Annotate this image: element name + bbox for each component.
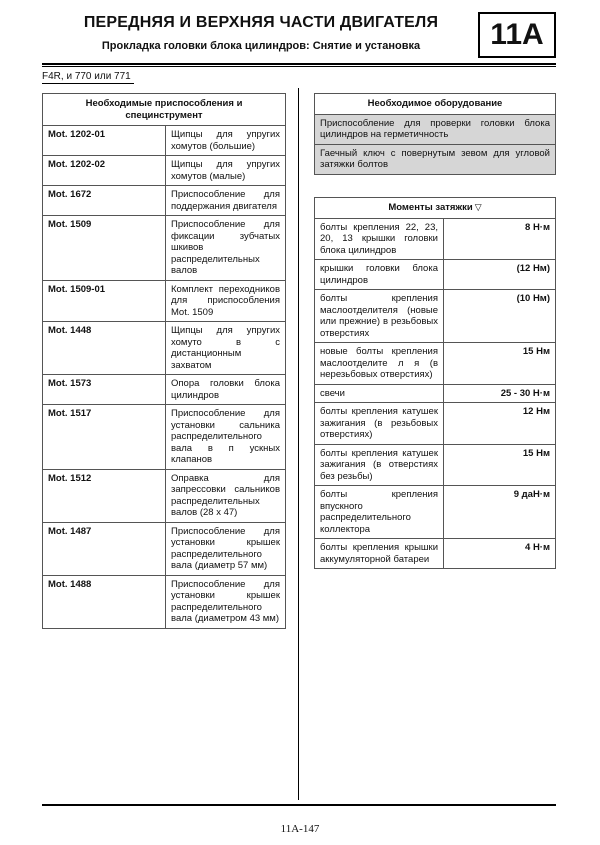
- tool-row: [43, 216, 286, 281]
- torque-value: 25 - 30 Н·м: [444, 384, 556, 403]
- tools-table: [42, 93, 286, 629]
- torque-description: крышки головки блока цилиндров: [315, 260, 444, 290]
- tool-description: Приспособление для установки крышек распределительного вала (диаметром 43 мм): [166, 575, 286, 628]
- equipment-table: [314, 93, 556, 175]
- tool-description: Щипцы для упругих хомутов (малые): [166, 156, 286, 186]
- torque-row: [315, 218, 556, 260]
- column-divider: [298, 88, 299, 800]
- tool-code: Mot. 1672: [43, 186, 166, 216]
- tool-description: Приспособление для поддержания двигателя: [166, 186, 286, 216]
- tool-code: Mot. 1509: [43, 216, 166, 281]
- page-subtitle: Прокладка головки блока цилиндров: Снятие и установка: [101, 40, 421, 52]
- tool-row: [43, 375, 286, 405]
- torque-description: болты крепления катушек зажигания (в отверстиях без резьбы): [315, 444, 444, 486]
- torque-row: [315, 444, 556, 486]
- tool-code: Mot. 1517: [43, 405, 166, 470]
- tool-description: Приспособление для фиксации зубчатых шкивов распределительных валов: [166, 216, 286, 281]
- section-badge: 11A: [478, 12, 556, 58]
- tool-row: [43, 522, 286, 575]
- torque-row: [315, 290, 556, 343]
- tool-row: [43, 186, 286, 216]
- tool-code: Mot. 1509-01: [43, 280, 166, 322]
- torque-description: болты крепления впускного распределительного коллектора: [315, 486, 444, 539]
- torque-value: 15 Нм: [444, 444, 556, 486]
- torque-value: 15 Нм: [444, 343, 556, 385]
- torque-value: 4 Н·м: [444, 539, 556, 569]
- torque-description: болты крепления катушек зажигания (в резьбовых отверстиях): [315, 403, 444, 445]
- tool-description: Приспособление для установки сальника распределительного вала в п ускных клапанов: [166, 405, 286, 470]
- triangle-down-icon: ▽: [474, 202, 482, 212]
- tool-description: Щипцы для упругих хомуто в с дистанционным захватом: [166, 322, 286, 375]
- engine-note-rule: [42, 83, 134, 84]
- equipment-row: [315, 114, 556, 144]
- torque-description: свечи: [315, 384, 444, 403]
- torque-row: [315, 343, 556, 385]
- page-title: ПЕРЕДНЯЯ И ВЕРХНЯЯ ЧАСТИ ДВИГАТЕЛЯ: [83, 14, 439, 31]
- torque-row: [315, 486, 556, 539]
- tool-code: Mot. 1573: [43, 375, 166, 405]
- torque-value: (10 Нм): [444, 290, 556, 343]
- tool-row: [43, 126, 286, 156]
- torque-value: (12 Нм): [444, 260, 556, 290]
- tool-row: [43, 405, 286, 470]
- equipment-row: [315, 144, 556, 174]
- torque-heading-cell: [315, 198, 556, 219]
- torque-description: новые болты крепления маслоотделите л я (в нерезьбовых отверстиях): [315, 343, 444, 385]
- torque-description: болты крепления 22, 23, 20, 13 крышки головки блока цилиндров: [315, 218, 444, 260]
- tool-description: Опора головки блока цилиндров: [166, 375, 286, 405]
- torque-description: болты крепления маслоотделителя (новые или прежние) в резьбовых отверстиях: [315, 290, 444, 343]
- bottom-rule: [42, 804, 556, 806]
- tool-code: Mot. 1202-02: [43, 156, 166, 186]
- tool-code: Mot. 1448: [43, 322, 166, 375]
- top-rule: [42, 63, 556, 65]
- tool-row: [43, 575, 286, 628]
- tool-code: Mot. 1488: [43, 575, 166, 628]
- equipment-item: Гаечный ключ с повернутым зевом для угловой затяжки болтов: [315, 144, 556, 174]
- torque-value: 9 даН·м: [444, 486, 556, 539]
- torque-value: 12 Нм: [444, 403, 556, 445]
- tool-code: Mot. 1487: [43, 522, 166, 575]
- torque-value: 8 Н·м: [444, 218, 556, 260]
- tool-description: Щипцы для упругих хомутов (большие): [166, 126, 286, 156]
- tool-code: Mot. 1202-01: [43, 126, 166, 156]
- tool-description: Комплект переходников для приспособления Mot. 1509: [166, 280, 286, 322]
- equipment-heading: Необходимое оборудование: [315, 94, 556, 115]
- tool-row: [43, 156, 286, 186]
- torque-row: [315, 384, 556, 403]
- torque-row: [315, 539, 556, 569]
- torque-table: [314, 197, 556, 569]
- equipment-item: Приспособление для проверки головки блока цилиндров на герметичность: [315, 114, 556, 144]
- tool-description: Оправка для запрессовки сальников распределительных валов (28 x 47): [166, 469, 286, 522]
- page-number: 11A-147: [280, 823, 320, 835]
- tool-row: [43, 280, 286, 322]
- tool-row: [43, 469, 286, 522]
- torque-heading: Моменты затяжки: [388, 202, 473, 213]
- torque-description: болты крепления крышки аккумуляторной батареи: [315, 539, 444, 569]
- tool-row: [43, 322, 286, 375]
- tools-heading: Необходимые приспособления и специнструмент: [43, 94, 286, 126]
- torque-row: [315, 260, 556, 290]
- top-rule-thin: [42, 66, 556, 67]
- engine-note: F4R, и 770 или 771: [42, 71, 131, 82]
- tool-description: Приспособление для установки крышек распределительного вала (диаметр 57 мм): [166, 522, 286, 575]
- torque-row: [315, 403, 556, 445]
- tool-code: Mot. 1512: [43, 469, 166, 522]
